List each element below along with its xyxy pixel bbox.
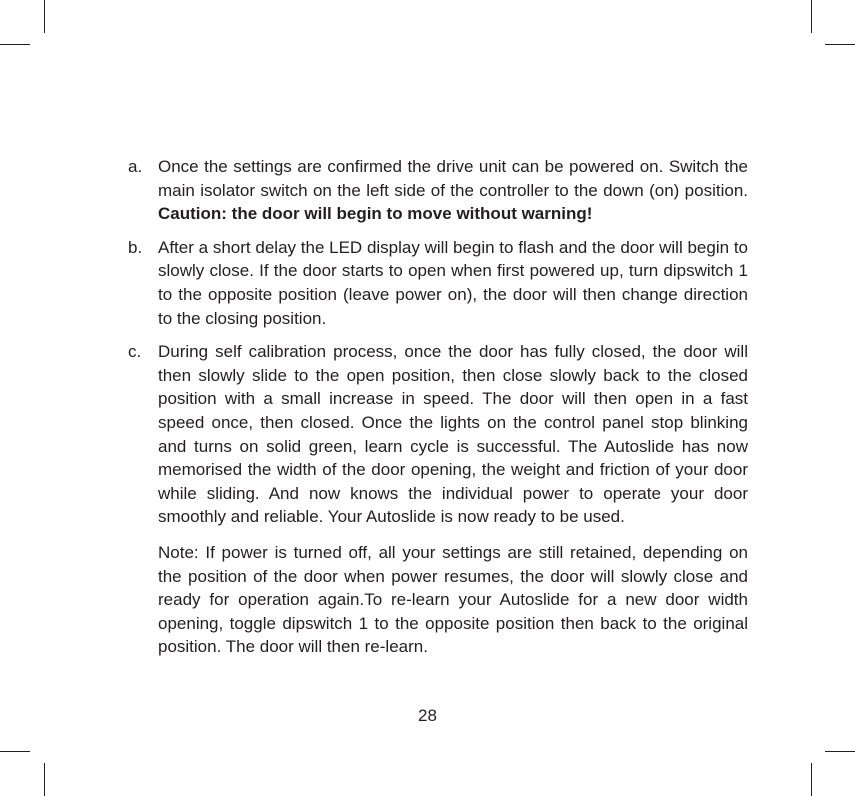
page-number: 28 [418,706,437,725]
list-marker: b. [128,237,143,257]
crop-mark-top-left-horizontal [0,44,30,45]
crop-mark-bottom-left-vertical [44,763,45,796]
list-item-b [128,236,748,330]
crop-mark-bottom-right-horizontal [825,751,855,752]
crop-mark-bottom-left-horizontal [0,751,30,752]
list-marker: c. [128,342,142,362]
note-paragraph: Note: If power is turned off, all your settings are still retained, depending on the position of the door when power resumes, the door will slowly close and ready for operation again.To re-learn your Autoslide for a new door width opening, toggle dipswitch 1 to the opposite position then back to the original position. The door will then re-learn. [158,542,748,657]
crop-mark-top-right-horizontal [825,44,855,45]
crop-mark-top-right-vertical [811,0,812,33]
crop-mark-top-left-vertical [44,0,45,33]
list-item-text [158,155,748,226]
list-item-a [128,155,748,226]
list-marker: a. [128,157,143,176]
item-a-text: Once the settings are confirmed the drive unit can be powered on. Switch the main isolator switch on the left side of the controller to the down (on) position. [158,157,748,200]
caution-warning: Caution: the door will begin to move without warning! [158,204,593,224]
list-item-text: After a short delay the LED display will begin to flash and the door will begin to slowly close. If the door starts to open when first powered up, turn dipswitch 1 to the opposite position (leave power on), the door will then change direction to the closing position. [158,237,748,328]
list-item-text: During self calibration process, once the door has fully closed, the door will then slowly slide to the open position, then close slowly back to the closed position with a small increase in speed. The door will then open in a fast speed once, then closed. Once the lights on the control panel stop blinking and turns on solid green, learn cycle is successful. The Autoslide has now memorised the width of the door opening, the weight and friction of your door while sliding. And now knows the individual power to operate your door smoothly and reliable. Your Autoslide is now ready to be used. [158,342,748,527]
crop-mark-bottom-right-vertical [811,763,812,796]
instruction-list [128,155,748,659]
list-item-c [128,340,748,529]
